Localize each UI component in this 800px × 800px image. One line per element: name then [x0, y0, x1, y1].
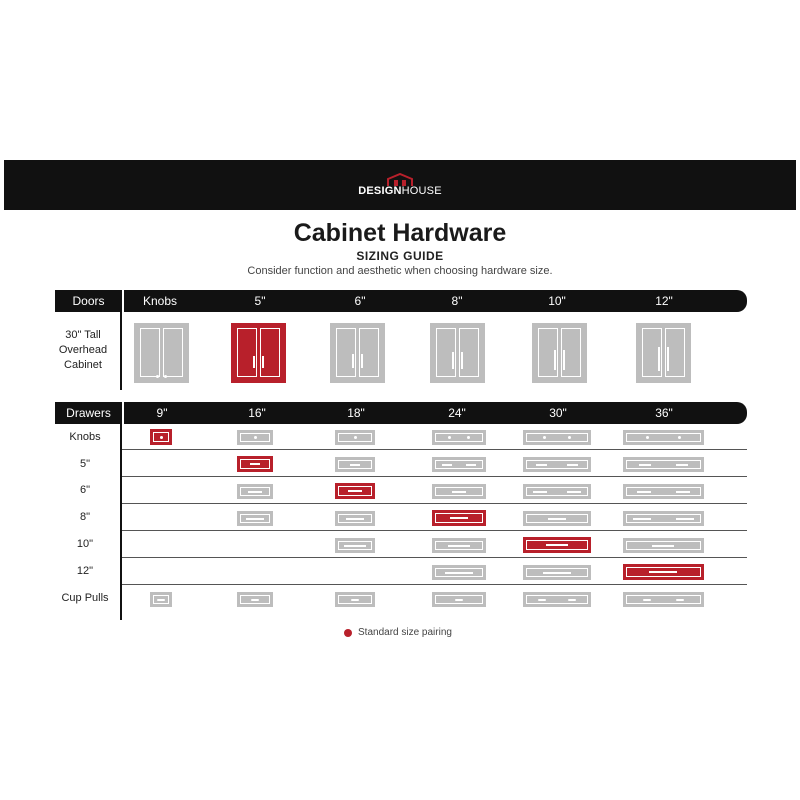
drawer-18-5in	[335, 457, 375, 472]
drawer-30-cup-pulls	[523, 592, 591, 607]
drawers-col-30: 30"	[549, 406, 567, 420]
doors-header-label: Doors	[72, 294, 105, 308]
drawer-9-knobs-standard	[150, 429, 172, 445]
drawer-row-label-5: 5"	[79, 458, 91, 470]
brand-wordmark-bold: DESIGN	[358, 185, 402, 197]
drawers-header-bar	[55, 402, 747, 424]
doors-header-bar	[55, 290, 747, 312]
drawers-col-24: 24"	[448, 406, 466, 420]
drawer-16-5in-standard	[237, 456, 273, 472]
drawer-16-knobs	[237, 430, 273, 445]
drawer-24-5in	[432, 457, 486, 472]
page-description: Consider function and aesthetic when choosing hardware size.	[247, 265, 553, 277]
doors-col-6: 6"	[354, 294, 366, 308]
drawer-30-8in	[523, 511, 591, 526]
cabinet-knobs	[134, 323, 189, 383]
row-divider	[122, 557, 747, 558]
drawer-18-10in	[335, 538, 375, 553]
drawer-24-knobs	[432, 430, 486, 445]
cabinet-10in	[532, 323, 587, 383]
drawer-30-10in-standard	[523, 537, 591, 553]
drawer-36-cup-pulls	[623, 592, 704, 607]
drawer-36-10in	[623, 538, 704, 553]
row-divider	[122, 476, 747, 477]
row-divider	[122, 449, 747, 450]
doors-row-label: 30" Tall Overhead Cabinet	[58, 329, 108, 371]
drawer-24-10in	[432, 538, 486, 553]
drawers-left-rule	[120, 424, 122, 620]
legend-label: Standard size pairing	[358, 627, 452, 638]
row-divider	[122, 503, 747, 504]
drawer-9-cup-pulls	[150, 592, 172, 607]
drawer-16-8in	[237, 511, 273, 526]
drawer-row-label-12: 12"	[76, 565, 94, 577]
drawers-col-16: 16"	[248, 406, 266, 420]
doors-left-rule	[120, 312, 122, 390]
page-subtitle: SIZING GUIDE	[356, 249, 444, 263]
brand-wordmark-light: HOUSE	[401, 185, 442, 197]
doors-header-divider	[122, 290, 124, 312]
drawer-row-label-8: 8"	[79, 511, 91, 523]
drawer-24-cup-pulls	[432, 592, 486, 607]
drawer-row-label-knobs: Knobs	[69, 431, 101, 443]
drawers-col-36: 36"	[655, 406, 673, 420]
drawer-36-5in	[623, 457, 704, 472]
drawer-30-5in	[523, 457, 591, 472]
cabinet-5in-standard	[231, 323, 286, 383]
cabinet-6in	[330, 323, 385, 383]
brand-wordmark	[358, 185, 442, 197]
drawer-30-12in	[523, 565, 591, 580]
drawer-24-12in	[432, 565, 486, 580]
drawer-36-8in	[623, 511, 704, 526]
drawer-row-label-10: 10"	[76, 538, 94, 550]
drawer-30-6in	[523, 484, 591, 499]
row-divider	[122, 530, 747, 531]
drawer-row-label-cup-pulls: Cup Pulls	[61, 592, 109, 604]
drawer-18-knobs	[335, 430, 375, 445]
legend-dot-icon	[344, 629, 352, 637]
drawer-18-cup-pulls	[335, 592, 375, 607]
legend	[344, 627, 452, 638]
doors-col-12: 12"	[655, 294, 673, 308]
drawer-24-8in-standard	[432, 510, 486, 526]
doors-col-8: 8"	[451, 294, 463, 308]
drawer-16-6in	[237, 484, 273, 499]
cabinet-12in	[636, 323, 691, 383]
row-divider	[122, 584, 747, 585]
doors-col-10: 10"	[548, 294, 566, 308]
page-title: Cabinet Hardware	[293, 219, 507, 247]
drawer-18-6in-standard	[335, 483, 375, 499]
drawer-16-cup-pulls	[237, 592, 273, 607]
doors-col-5: 5"	[254, 294, 266, 308]
drawer-36-12in-standard	[623, 564, 704, 580]
drawers-header-divider	[122, 402, 124, 424]
drawer-24-6in	[432, 484, 486, 499]
drawer-36-6in	[623, 484, 704, 499]
drawers-col-9: 9"	[156, 406, 168, 420]
drawer-row-label-6: 6"	[79, 484, 91, 496]
drawer-30-knobs	[523, 430, 591, 445]
drawers-col-18: 18"	[347, 406, 365, 420]
doors-col-knobs: Knobs	[142, 294, 178, 308]
drawers-header-label: Drawers	[66, 406, 111, 420]
cabinet-8in	[430, 323, 485, 383]
brand-logo	[4, 160, 796, 210]
drawer-36-knobs	[623, 430, 704, 445]
drawer-18-8in	[335, 511, 375, 526]
brand-banner	[4, 160, 796, 210]
